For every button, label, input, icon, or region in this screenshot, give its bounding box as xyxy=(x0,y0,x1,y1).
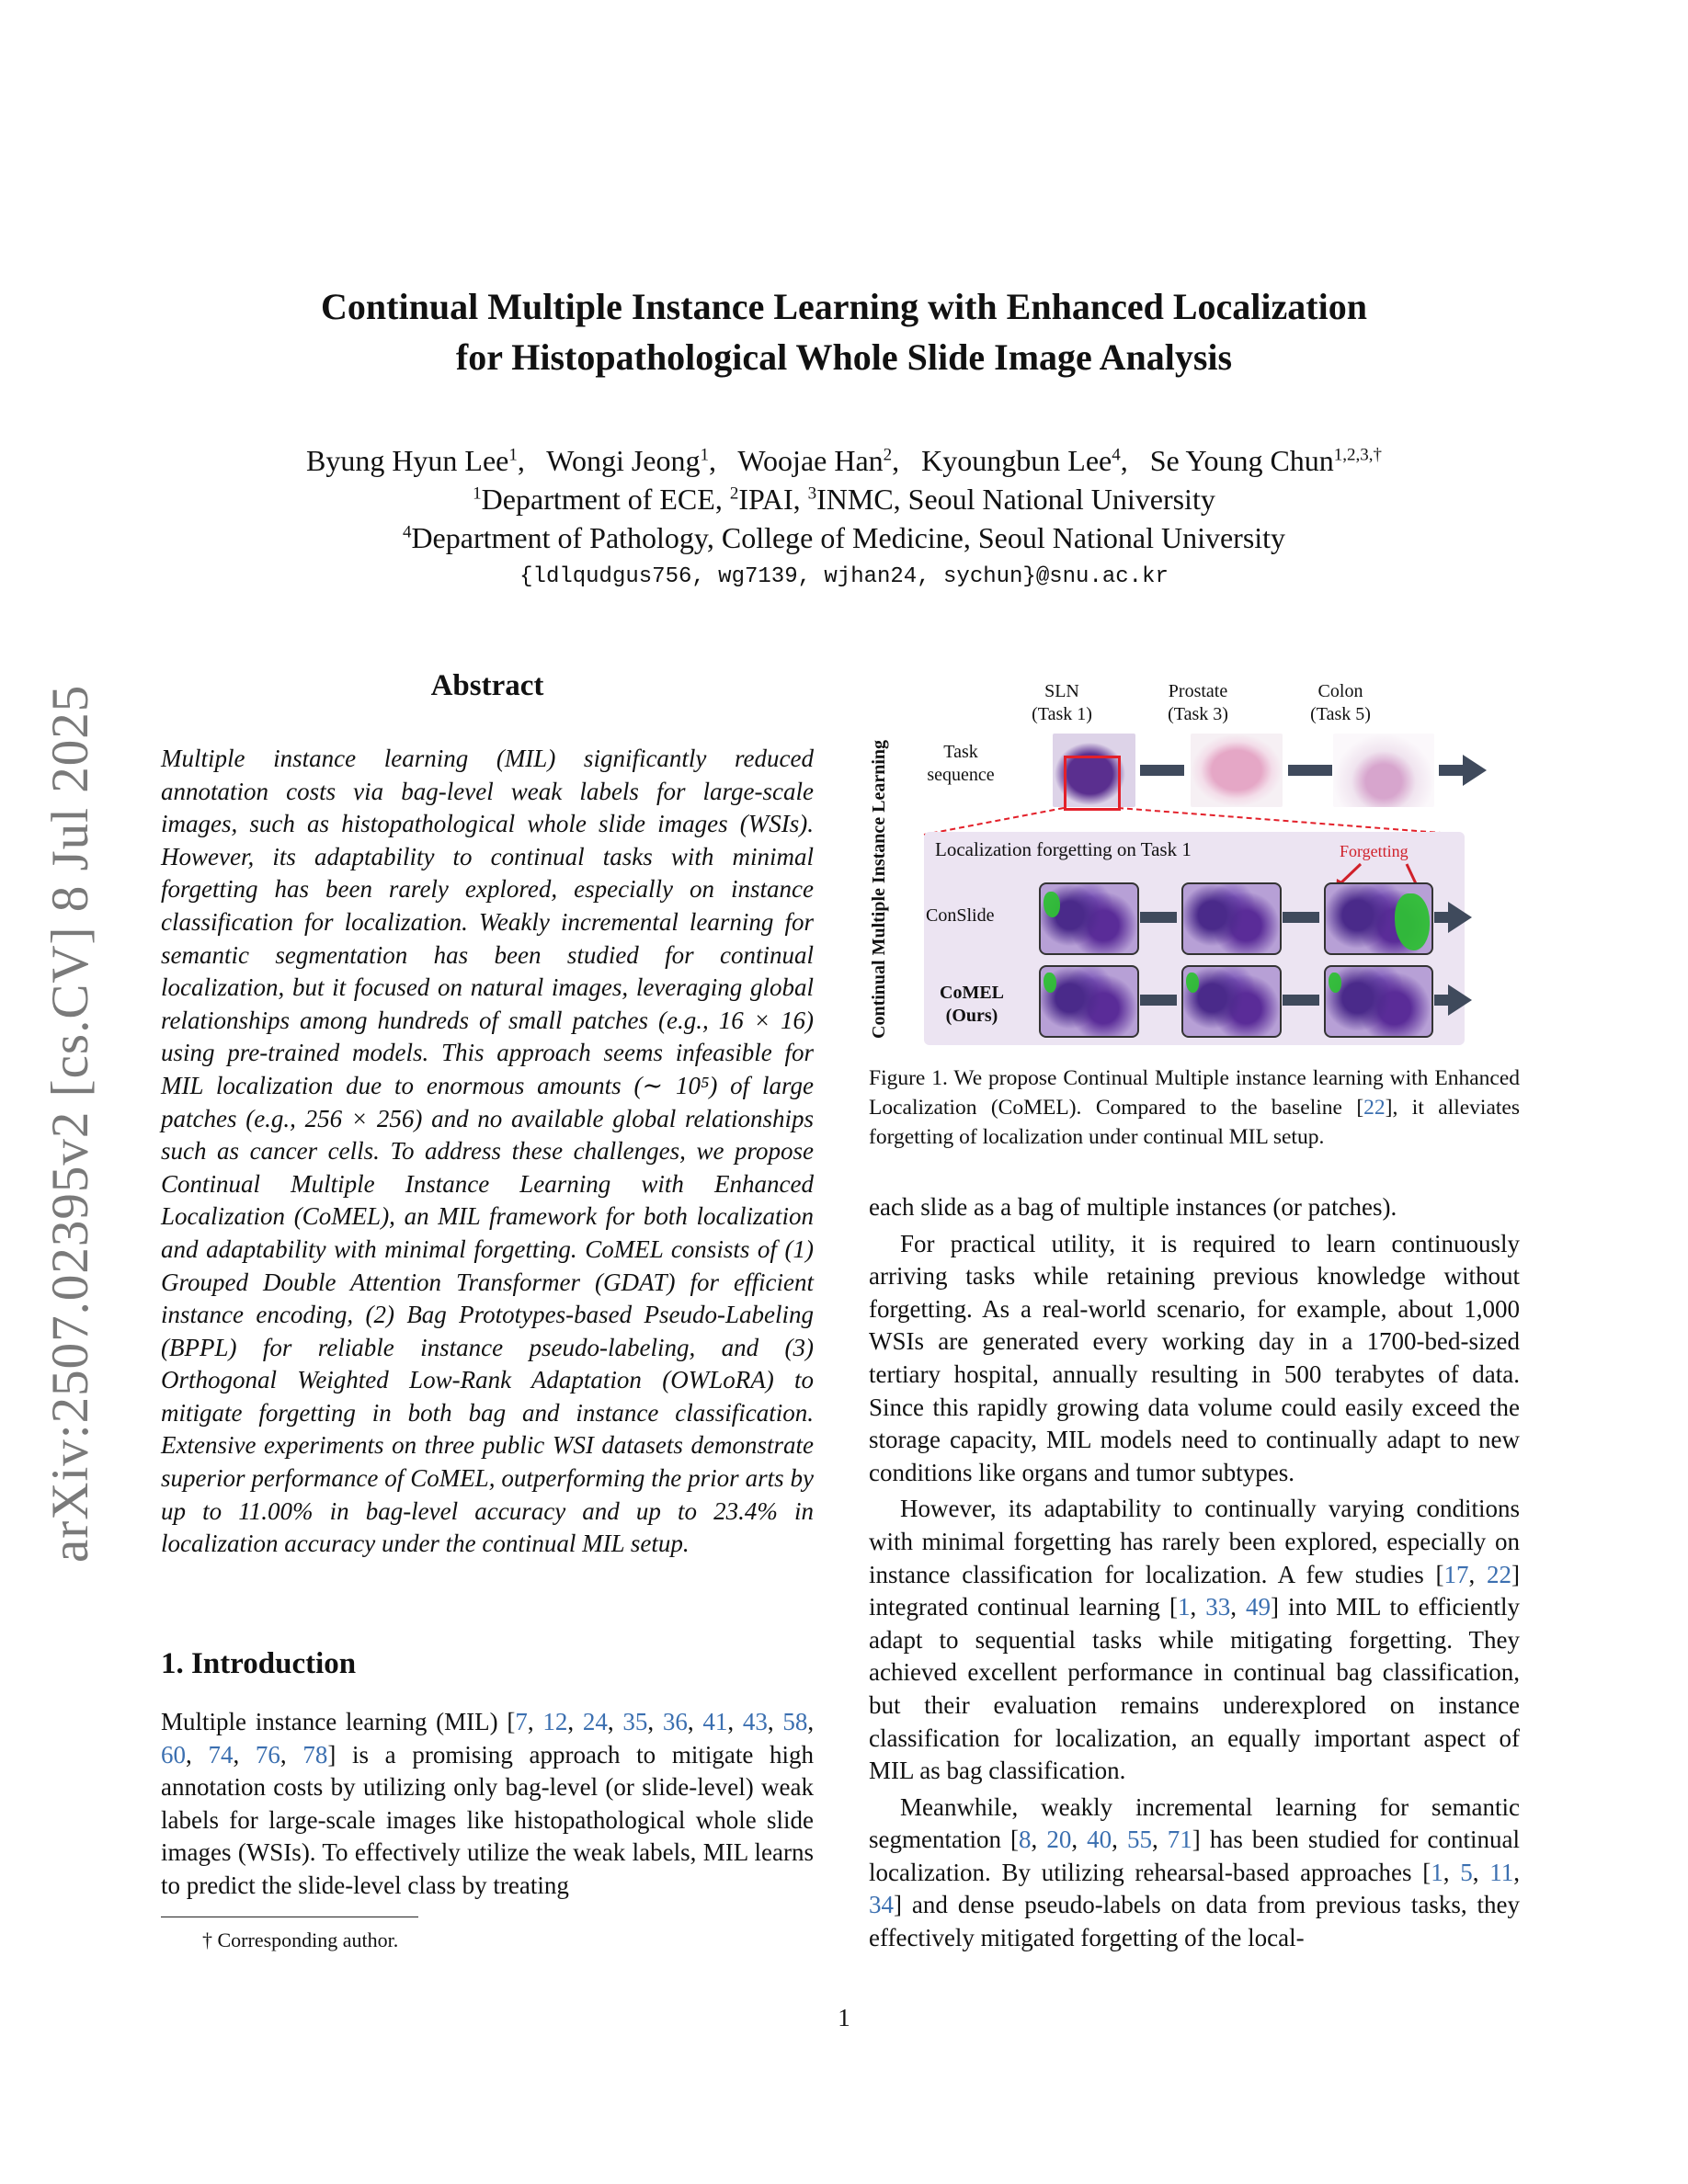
intro-text-b: ] is a promising approach to mitigate high annotation costs by utilizing only bag-level (or slide-level) weak labels for large-scale images like histopathological whole slide images (WSIs). To effectively utilize the weak labels, MIL learns to predict the slide-level class by treating xyxy=(161,1740,814,1899)
forgetting-label: Forgetting xyxy=(1340,842,1409,860)
conslide-green-mask xyxy=(1044,892,1060,917)
affil-marker: 2 xyxy=(729,483,739,504)
row-arrowhead xyxy=(1448,902,1472,933)
citation-link[interactable]: 74 xyxy=(208,1740,234,1769)
footnote: † Corresponding author. xyxy=(202,1928,399,1951)
comel-task5-map xyxy=(1324,965,1433,1038)
conslide-task3-map xyxy=(1181,882,1282,955)
abstract-text: Multiple instance learning (MIL) significantly reduced annotation costs via bag-level weak labels for large-scale images, such as histopathological whole slide images (WSIs). However, its adaptability to continual tasks with minimal forgetting has been rarely explored, especially on instance classification for localization. Weakly incremental learning for semantic segmentation has been studied for continual localization, but it focused on natural images, leveraging global relationships among hundreds of small patches (e.g., 16 × 16) using pre-trained models. This approach seems infeasible for MIL localization due to enormous amounts (∼ 10⁵) of large patches (e.g., 256 × 256) and no available global relationships such as cancer cells. To address these challenges, we propose Continual Multiple Instance Learning with Enhanced Localization (CoMEL), an MIL framework for both localization and adaptability with minimal forgetting. CoMEL consists of (1) Grouped Double Attention Transformer (GDAT) for efficient instance encoding, (2) Bag Prototypes-based Pseudo-Labeling (BPPL) for reliable instance pseudo-labeling, and (3) Orthogonal Weighted Low-Rank Adaptation (OWLoRA) to mitigate forgetting in both bag and instance classification. Extensive experiments on three public WSI datasets demonstrate superior performance of CoMEL, outperforming the prior arts by up to 11.00% in bag-level accuracy and up to 23.4% in localization accuracy under the continual MIL setup. xyxy=(161,745,814,1558)
task-name: Colon xyxy=(1317,681,1363,701)
row-arrow-bar xyxy=(1140,912,1177,923)
author-name: Byung Hyun Lee xyxy=(305,444,509,477)
author-block xyxy=(0,441,1688,557)
row-arrowhead xyxy=(1448,984,1472,1016)
abstract-heading: Abstract xyxy=(430,669,544,702)
text-span: However, its adaptability to continually varying conditions with minimal forgetting has rarely been explored, especially on instance classification for localization. A few studies [ xyxy=(869,1495,1520,1588)
citation-link[interactable]: 36 xyxy=(662,1708,688,1735)
task-sequence-line-1: Task xyxy=(943,742,978,762)
paper-title xyxy=(0,281,1688,382)
page-number: 1 xyxy=(838,2004,850,2031)
paragraph-adaptability: However, its adaptability to continually varying conditions with minimal forgetting has rarely been explored, especially on instance classification for localization. A few studies [17, 22] integrated continual learning [1, 33, 49] into MIL to efficiently adapt to sequential tasks while mitigating forgetting. They achieved excellent performance in continual bag classification, but their evaluation remains underexplored on instance classification for localization, an equally important aspect of MIL as bag classification. xyxy=(869,1495,1521,1785)
row-arrow-bar xyxy=(1140,995,1177,1006)
author-affil: 2 xyxy=(883,445,893,465)
citation-link[interactable]: 49 xyxy=(1246,1593,1271,1621)
citation-link[interactable]: 12 xyxy=(542,1708,568,1735)
panel-title: Localization forgetting on Task 1 xyxy=(935,838,1192,860)
citation-link[interactable]: 1 xyxy=(1431,1858,1443,1886)
author-affil: 1,2,3,† xyxy=(1333,445,1383,465)
task-sub: (Task 1) xyxy=(1032,704,1092,724)
comel-green-mask xyxy=(1186,973,1199,993)
affil-text: INMC, Seoul National University xyxy=(816,483,1215,516)
citation-link[interactable]: 8 xyxy=(1019,1826,1032,1854)
citation-link[interactable]: 5 xyxy=(1460,1858,1473,1886)
title-line-2: for Histopathological Whole Slide Image Analysis xyxy=(455,336,1233,378)
author-list: Byung Hyun Lee$^1$, Wongi Jeong$^1$, Woojae Han$^2$, Kyoungbun Lee$^4$, Se Young Chun$^{1,2,3,\dagger}$ xyxy=(305,444,1383,477)
paragraph-continued: each slide as a bag of multiple instances (or patches). xyxy=(869,1193,1397,1221)
citation-link[interactable]: 76 xyxy=(255,1740,280,1769)
intro-text-a: Multiple instance learning (MIL) [ xyxy=(161,1708,516,1735)
citation-link[interactable]: 20 xyxy=(1046,1826,1072,1854)
conslide-forgetting-mask xyxy=(1395,893,1430,950)
citation-link[interactable]: 22 xyxy=(1487,1560,1512,1588)
title-line-1: Continual Multiple Instance Learning with Enhanced Localization xyxy=(321,286,1367,327)
text-span: Meanwhile, weakly incremental learning for semantic segmentation [ xyxy=(869,1792,1520,1854)
citation-link[interactable]: 24 xyxy=(582,1708,608,1735)
task-name: SLN xyxy=(1044,681,1079,701)
citation-link[interactable]: 78 xyxy=(302,1740,328,1769)
affiliation-line-2 xyxy=(0,518,1688,557)
affiliation-line-1 xyxy=(0,480,1688,518)
introduction-paragraph: Multiple instance learning (MIL) [7, 12, 24, 35, 36, 41, 43, 58, 60, 74, 76, 78] is a promising approach to mitigate high annotation costs by utilizing only bag-level (or slide-level) weak labels for large-scale images like histopathological whole slide images (WSIs). To effectively utilize the weak labels, MIL learns to predict the slide-level class by treating xyxy=(161,1708,815,1899)
text-span: ] has been studied for continual localization. By utilizing rehearsal-based approaches [ xyxy=(869,1826,1520,1886)
affil-marker: 3 xyxy=(807,483,817,504)
affil-text: Department of Pathology, College of Medicine, Seoul National University xyxy=(411,521,1286,554)
caption-text-b: ], it alleviates forgetting of localization under continual MIL setup. xyxy=(869,1096,1520,1149)
row-label-comel-line-2: (Ours) xyxy=(945,1006,998,1026)
citation-link[interactable]: 58 xyxy=(782,1708,808,1735)
author-name: Woojae Han xyxy=(737,444,884,477)
author-name: Wongi Jeong xyxy=(546,444,701,477)
affil-text: IPAI, xyxy=(738,483,808,516)
affil-marker: 4 xyxy=(402,522,412,542)
citation-link[interactable]: 7 xyxy=(515,1708,528,1735)
row-label-comel-line-1: CoMEL xyxy=(940,983,1004,1003)
citation-link[interactable]: 1 xyxy=(1177,1593,1191,1621)
task-sub: (Task 5) xyxy=(1310,704,1371,724)
task-sub: (Task 3) xyxy=(1168,704,1228,724)
text-span: ] integrated continual learning [ xyxy=(869,1560,1521,1621)
row-label-conslide: ConSlide xyxy=(926,905,995,926)
citation-link[interactable]: 11 xyxy=(1489,1858,1514,1886)
comel-green-mask xyxy=(1329,973,1341,993)
author-affil: 1 xyxy=(700,445,709,465)
author-name: Kyoungbun Lee xyxy=(921,444,1112,477)
figure-1 xyxy=(869,680,1520,1048)
figure-vertical-label-text: Continual Multiple Instance Learning xyxy=(869,739,889,1039)
affil-marker: 1 xyxy=(473,483,482,504)
paragraph-weakly-incremental: Meanwhile, weakly incremental learning for semantic segmentation [8, 20, 40, 55, 71] has been studied for continual localization. By utilizing rehearsal-based approaches [1, 5, 11, 34] and dense pseudo-labels on data from previous tasks, they effectively mitigated forgetting of the local- xyxy=(869,1792,1520,1952)
arxiv-identifier: arXiv:2507.02395v2 [cs.CV] 8 Jul 2025 xyxy=(41,684,99,1563)
introduction-heading: 1. Introduction xyxy=(161,1647,357,1680)
task-sequence-line-2: sequence xyxy=(927,765,995,785)
task-name: Prostate xyxy=(1168,681,1228,701)
right-column-text xyxy=(869,1191,1520,1955)
row-arrow-bar xyxy=(1283,912,1319,923)
citation-link[interactable]: 40 xyxy=(1087,1826,1112,1854)
row-arrow-bar xyxy=(1283,995,1319,1006)
citation-link[interactable]: 60 xyxy=(161,1740,186,1769)
citation-link[interactable]: 71 xyxy=(1167,1826,1192,1854)
author-emails: {ldlqudgus756, wg7139, wjhan24, sychun}@snu.ac.kr xyxy=(519,564,1169,589)
citation-link[interactable]: 33 xyxy=(1205,1593,1231,1621)
figure-caption xyxy=(869,1064,1520,1152)
author-name: Se Young Chun xyxy=(1149,444,1334,477)
citation-link[interactable]: 22 xyxy=(1363,1096,1386,1120)
author-affil: 1 xyxy=(508,445,518,465)
affil-text: Department of ECE, xyxy=(481,483,730,516)
citation-link[interactable]: 41 xyxy=(702,1708,728,1735)
row-label-comel xyxy=(926,982,1018,1028)
text-span: ] and dense pseudo-labels on data from previous tasks, they effectively mitigated forgetting of the local- xyxy=(869,1891,1520,1952)
citation-link[interactable]: 55 xyxy=(1126,1826,1152,1854)
citation-link[interactable]: 35 xyxy=(622,1708,648,1735)
citation-link[interactable]: 43 xyxy=(742,1708,768,1735)
caption-text-a: Figure 1. We propose Continual Multiple instance learning with Enhanced Localization (CoMEL). Compared to the baseline [ xyxy=(869,1066,1520,1120)
comel-green-mask xyxy=(1044,973,1056,993)
paragraph-practical-utility: For practical utility, it is required to learn continuously arriving tasks while retaining previous knowledge without forgetting. As a real-world scenario, for example, about 1,000 WSIs are generated every working day in a 1700-bed-sized tertiary hospital, annually resulting in 500 terabytes of data. Since this rapidly growing data volume could easily exceed the storage capacity, MIL models need to continually adapt to new conditions like organs and tumor subtypes. xyxy=(869,1229,1520,1486)
citation-link[interactable]: 17 xyxy=(1443,1560,1469,1588)
author-affil: 4 xyxy=(1112,445,1121,465)
citation-link[interactable]: 34 xyxy=(869,1891,894,1919)
text-span: ] into MIL to efficiently adapt to sequential tasks while mitigating forgetting. They achieved excellent performance in continual bag classification, but their evaluation remains underexplored on instance classification for localization, an equally important aspect of MIL as bag classification. xyxy=(869,1593,1521,1785)
